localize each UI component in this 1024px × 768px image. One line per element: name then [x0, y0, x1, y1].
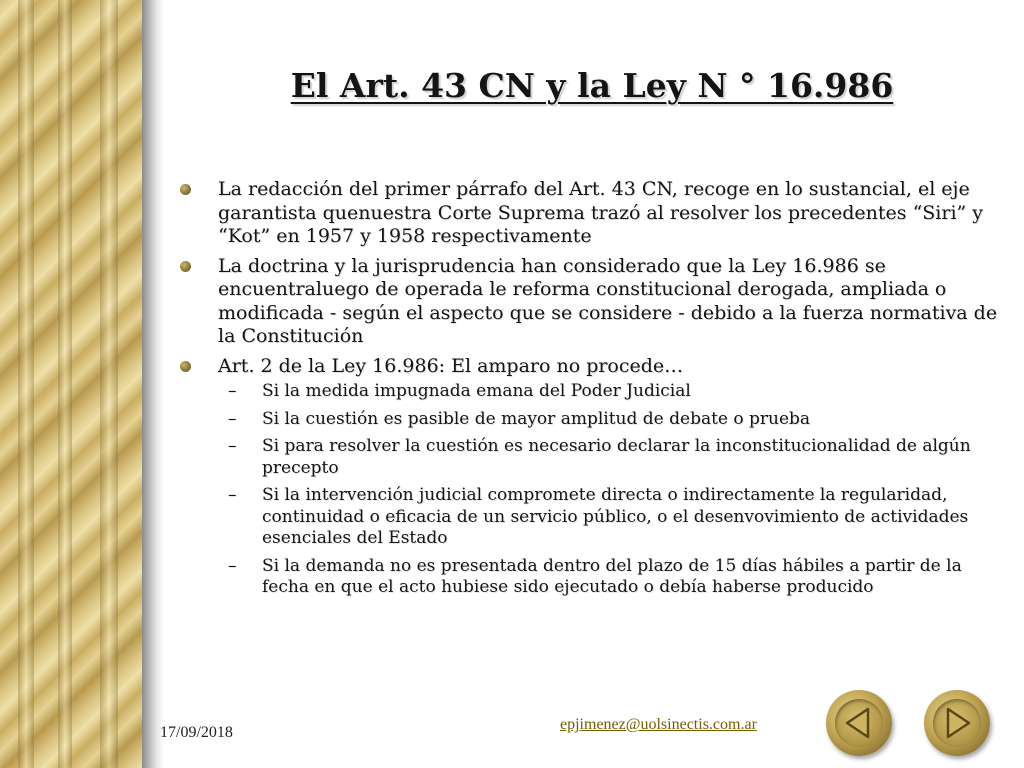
bullet-dot-icon	[180, 261, 191, 272]
decorative-gold-band	[0, 0, 142, 768]
sub-bullet-item	[176, 409, 1012, 431]
bullet-item	[176, 355, 1012, 379]
previous-slide-button[interactable]	[826, 690, 892, 756]
bullet-text: La redacción del primer párrafo del Art. 43 CN, recoge en lo sustancial, el eje garantista quenuestra Corte Suprema trazó al resolver los precedentes “Siri” y “Kot” en 1957 y 1958 respectivamente	[218, 178, 984, 247]
bullet-dot-icon	[180, 361, 191, 372]
sub-bullet-item	[176, 485, 1012, 550]
triangle-left-icon	[835, 699, 883, 747]
bullet-text: La doctrina y la jurisprudencia han considerado que la Ley 16.986 se encuentraluego de operada le reforma constitucional derogada, ampliada o modificada - según el aspecto que se considere - debido a la fuerza normativa de la Constitución	[218, 254, 998, 347]
sub-bullet-item	[176, 556, 1012, 599]
bullet-item	[176, 178, 1012, 249]
dash-marker: –	[228, 555, 237, 576]
sub-bullet-item	[176, 436, 1012, 479]
bullet-text: Art. 2 de la Ley 16.986: El amparo no procede…	[218, 354, 684, 377]
band-shadow	[142, 0, 164, 768]
footer-date: 17/09/2018	[160, 724, 233, 741]
footer-email-link[interactable]: epjimenez@uolsinectis.com.ar	[560, 716, 757, 733]
dash-marker: –	[228, 436, 237, 456]
sub-bullet-text: Si la intervención judicial compromete directa o indirectamente la regularidad, continuidad o eficacia de un servicio público, o el desenvovimiento de actividades esenciales del Estado	[262, 485, 969, 548]
sub-bullet-text: Si para resolver la cuestión es necesario declarar la inconstitucionalidad de algún precepto	[262, 436, 971, 478]
next-slide-button[interactable]	[924, 690, 990, 756]
bullet-dot-icon	[180, 184, 191, 195]
dash-marker: –	[228, 408, 237, 429]
dash-marker: –	[228, 381, 237, 401]
slide-title: El Art. 43 CN y la Ley N ° 16.986	[290, 66, 894, 105]
slide-body	[176, 178, 1012, 605]
dash-marker: –	[228, 485, 237, 505]
triangle-right-icon	[933, 699, 981, 747]
sub-bullet-text: Si la cuestión es pasible de mayor amplitud de debate o prueba	[262, 408, 811, 429]
sub-bullet-item	[176, 381, 1012, 403]
sub-bullet-text: Si la medida impugnada emana del Poder Judicial	[262, 381, 691, 401]
bullet-item	[176, 255, 1012, 349]
sub-bullet-text: Si la demanda no es presentada dentro del plazo de 15 días hábiles a partir de la fecha en que el acto hubiese sido ejecutado o debía haberse producido	[262, 555, 962, 597]
